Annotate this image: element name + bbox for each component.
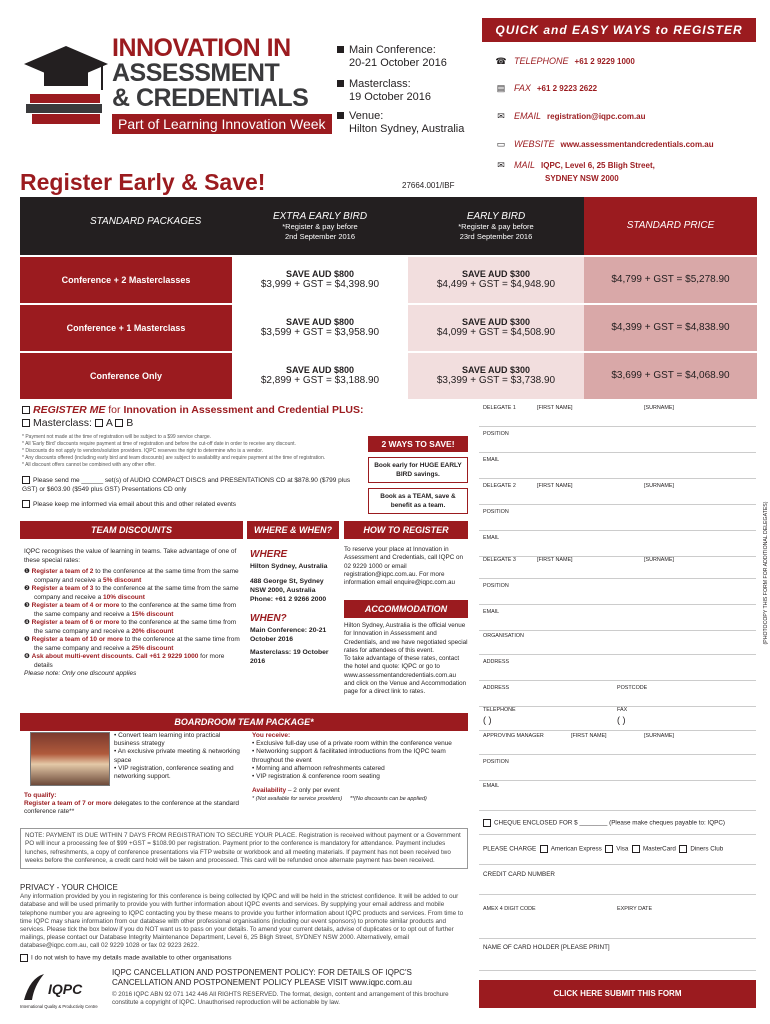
- availability-value: – 2 only per event: [286, 787, 340, 795]
- boardroom-footnotes: [252, 795, 466, 803]
- standard-price-1: $4,799 + GST = $5,278.90: [584, 257, 757, 303]
- note-2: * All 'Early Bird' discounts require payment at time of registration and before the cut-off date in order to receive any discount.: [22, 441, 296, 447]
- credit-card-number-label: CREDIT CARD NUMBER: [483, 871, 555, 878]
- team-discounts-header: TEAM DISCOUNTS: [20, 521, 243, 539]
- address-row[interactable]: [479, 657, 756, 681]
- team-discount-5: [24, 636, 242, 653]
- delegate-2-position-row[interactable]: [479, 507, 756, 531]
- logo-subtitle: Part of Learning Innovation Week: [112, 114, 332, 134]
- boardroom-receive-2-text: Networking support & facilitated introductions from the IQPC team throughout the event: [252, 748, 446, 764]
- telephone-row: [494, 56, 635, 67]
- team-discount-3: [24, 602, 242, 619]
- pricing-table: [20, 197, 757, 401]
- quick-register-header: QUICK and EASY WAYS to REGISTER: [482, 18, 756, 42]
- masterclass-checkbox[interactable]: [22, 419, 30, 427]
- boardroom-footnote-1: * (Not available for service providers): [252, 796, 343, 803]
- register-early-heading: Register Early & Save!: [20, 169, 266, 195]
- website-value[interactable]: www.assessmentandcredentials.com.au: [560, 140, 714, 149]
- mail-icon: ✉: [497, 160, 505, 170]
- where-when-header: WHERE & WHEN?: [247, 521, 339, 539]
- approving-first-label: [FIRST NAME]: [571, 733, 607, 739]
- opt-out-text: I do not wish to have my details made available to other organisations: [31, 954, 232, 962]
- delegate-3-position-row[interactable]: [479, 581, 756, 605]
- extra-early-amount-2: $3,599 + GST = $3,958.90: [260, 327, 380, 338]
- postcode-label: POSTCODE: [617, 685, 648, 691]
- email-icon: ✉: [497, 111, 505, 121]
- masterclass-a-checkbox[interactable]: [95, 419, 103, 427]
- note-3: * Discounts do not apply to vendors/solution providers. IQPC reserves the right to determine who is a vendor.: [22, 448, 263, 454]
- amex-expiry-row[interactable]: [479, 903, 756, 939]
- delegate-2-surname-label: [SURNAME]: [644, 483, 674, 489]
- please-charge-label: PLEASE CHARGE: [483, 845, 537, 853]
- accommodation-para-2: To take advantage of these rates, contact the hotel and quote: IQPC or go to www.assessmentandcredentials.com.au and click on the Venue and Accommodation page for a direct link to rates.: [344, 655, 467, 696]
- venue-info: [337, 110, 464, 136]
- team-discount-6-b: for more details: [34, 653, 225, 669]
- photocopy-note: [761, 405, 770, 745]
- masterclass-date: 19 October 2016: [349, 91, 431, 103]
- standard-price-2: $4,399 + GST = $4,838.90: [584, 305, 757, 351]
- telephone-fax-row[interactable]: [479, 707, 756, 731]
- visa-checkbox[interactable]: [605, 845, 613, 853]
- keep-informed-checkbox[interactable]: [22, 500, 30, 508]
- when-main-conference: Main Conference: 20-21 October 2016: [250, 627, 327, 643]
- approving-position-row[interactable]: [479, 757, 756, 781]
- note-4-text: Any discounts offered (including early bird and team discounts) are subject to availability and require payment at the time of registration.: [25, 455, 326, 461]
- approving-manager-row[interactable]: [479, 731, 756, 755]
- audio-cd-option: [22, 476, 362, 494]
- photocopy-note-text: (PHOTOCOPY THIS FORM FOR ADDITIONAL DELEGATES): [763, 501, 769, 645]
- approving-email-row[interactable]: [479, 781, 756, 811]
- mail-row: [494, 160, 655, 171]
- early-bird-label: EARLY BIRD: [466, 211, 526, 222]
- boardroom-header: BOARDROOM TEAM PACKAGE*: [20, 713, 468, 731]
- audio-cd-checkbox[interactable]: [22, 476, 30, 484]
- early-price-1: [408, 257, 584, 303]
- event-logo: [112, 34, 326, 134]
- extra-early-save-1: SAVE AUD $800: [285, 269, 355, 279]
- delegate-2-email-row[interactable]: [479, 533, 756, 557]
- team-discount-1-b: to the conference at the same time from the same company and receive a: [34, 568, 239, 584]
- logo-line-3: & CREDENTIALS: [112, 84, 309, 112]
- delegate-2-email-label: EMAIL: [483, 535, 500, 541]
- header-early-bird: [408, 197, 584, 255]
- masterclass-label: Masterclass:: [349, 78, 411, 90]
- early-price-3: [408, 353, 584, 399]
- privacy-body: Any information provided by you in registering for this conference is being collected by IQPC and will be held in the strictest confidence. It will be added to our database and will be used primarily to provide you with further information about IQPC events and services. By supplying your email address and mobile telephone number you are agreeing to IQPC contacting you by these means to provide you further information about IQPC products and services. From time to time IQPC may share information from our database with other professional organisations (including our event sponsors) to promote similar products and services. Please tick the box below if you do NOT want us to pass on your details. To amend your current details, advise of duplicates or to opt out of further mailings, please contact our Database Integrity Maintenance Department, Level 6, 25 Bligh Street, SYDNEY NSW 2000. Alternatively, email database@iqpc.com.au, call 02 9229 1028 or fax 02 9223 2622.: [20, 893, 464, 950]
- expiry-date-label: EXPIRY DATE: [617, 906, 653, 912]
- early-save-1: SAVE AUD $300: [461, 269, 531, 279]
- team-discount-1: [24, 568, 242, 585]
- team-discount-1-c: 5% discount: [103, 576, 142, 584]
- approving-position-label: POSITION: [483, 759, 509, 765]
- venue-label: Venue:: [349, 110, 384, 122]
- team-discount-2-b: to the conference at the same time from the same company and receive a: [34, 585, 239, 601]
- package-row-3-label: Conference Only: [20, 353, 232, 399]
- logo-line-2: ASSESSMENT: [112, 59, 280, 87]
- team-discount-5-a: Register a team of 10 or more: [31, 636, 124, 643]
- early-amount-1: $4,499 + GST = $4,948.90: [436, 279, 556, 290]
- website-icon: ▭: [496, 139, 506, 149]
- telephone-field-label: TELEPHONE: [483, 707, 516, 713]
- how-to-register-body: To reserve your place at Innovation in Assessment and Credentials, call IQPC on 02 9229 1000 or email registration@iqpc.com.au. For more information email enquire@iqpc.com.au: [344, 546, 463, 587]
- delegate-2-first-label: [FIRST NAME]: [537, 483, 573, 489]
- register-me-title: Innovation in Assessment and Credential PLUS:: [123, 404, 364, 416]
- team-discount-3-c: 15% discount: [131, 610, 174, 618]
- fax-value: +61 2 9223 2622: [536, 84, 598, 93]
- main-conference-info: [337, 44, 447, 70]
- organisation-row[interactable]: [479, 631, 756, 655]
- boardroom-benefit-1: • Convert team learning into practical business strategy: [114, 732, 221, 748]
- note-1-text: Payment not made at the time of registration will be subject to a $99 service charge.: [25, 434, 211, 440]
- credit-card-number-row[interactable]: [479, 867, 756, 895]
- extra-early-save-2: SAVE AUD $800: [285, 317, 355, 327]
- amex-code-label: AMEX 4 DIGIT CODE: [483, 906, 536, 912]
- where-subheading: WHERE: [250, 549, 288, 560]
- fax-field-label: FAX: [617, 707, 628, 713]
- team-discounts-intro: IQPC recognises the value of learning in teams. Take advantage of one of these special rates:: [24, 548, 237, 564]
- approving-manager-label: APPROVING MANAGER: [483, 733, 544, 739]
- organisation-label: ORGANISATION: [483, 633, 524, 639]
- fax-area-code: ( ): [617, 715, 626, 725]
- fax-label: FAX: [514, 83, 531, 93]
- header-standard-price: [584, 197, 757, 255]
- mail-row-2: [545, 173, 619, 184]
- team-discount-4-num: ❹: [24, 619, 30, 626]
- delegate-1-label: DELEGATE 1: [483, 405, 516, 411]
- iqpc-logo-text: IQPC: [48, 981, 83, 997]
- boardroom-benefit-2: • An exclusive private meeting & networking space: [114, 748, 240, 764]
- delegate-1-position-row[interactable]: [479, 429, 756, 453]
- boardroom-benefits: [114, 732, 242, 781]
- team-discount-6-num: ❻: [24, 653, 30, 660]
- team-discount-3-a: Register a team of 4 or more: [31, 602, 120, 609]
- address-label: ADDRESS: [483, 659, 510, 665]
- audio-cd-text: Please send me ______ set(s) of AUDIO COMPACT DISCS and PRESENTATIONS CD at $878.90 ($799 plus GST) or $603.90 ($549 plus GST) Presentations CD only: [22, 477, 351, 493]
- delegate-1-email-label: EMAIL: [483, 457, 500, 463]
- when-masterclass: Masterclass: 19 October 2016: [250, 649, 329, 665]
- standard-price-label: STANDARD PRICE: [626, 220, 715, 231]
- register-me-block: [22, 404, 363, 430]
- boardroom-benefit-1-text: Convert team learning into practical business strategy: [114, 732, 221, 748]
- mail-value-line1: IQPC, Level 6, 25 Bligh Street,: [541, 161, 655, 170]
- team-discount-note: Please note: Only one discount applies: [24, 670, 137, 677]
- delegate-1-email-row[interactable]: [479, 455, 756, 479]
- early-amount-2: $4,099 + GST = $4,508.90: [436, 327, 556, 338]
- note-2-text: All 'Early Bird' discounts require payment at time of registration and before the cut-off date in order to receive any discount.: [25, 441, 296, 447]
- note-3-text: Discounts do not apply to vendors/solution providers. IQPC reserves the right to determine who is a vendor.: [25, 448, 263, 454]
- diners-label: Diners Club: [690, 845, 724, 853]
- qualify-title: To qualify:: [24, 792, 57, 799]
- delegate-2-label: DELEGATE 2: [483, 483, 516, 489]
- masterclass-a-label: A: [105, 417, 113, 429]
- register-me-label: REGISTER ME: [33, 404, 106, 416]
- approving-email-label: EMAIL: [483, 783, 500, 789]
- boardroom-receive-1-text: Exclusive full-day use of a private room within the conference venue: [256, 740, 452, 748]
- team-discount-2-a: Register a team of 3: [31, 585, 94, 592]
- ways-to-save-early: Book early for HUGE EARLY BIRD savings.: [368, 457, 468, 483]
- amex-label: American Express: [550, 845, 602, 853]
- keep-informed-option: [22, 500, 236, 509]
- team-discount-4-c: 20% discount: [131, 627, 174, 635]
- delegate-1-surname-label: [SURNAME]: [644, 405, 674, 411]
- delegate-1-first-label: [FIRST NAME]: [537, 405, 573, 411]
- where-address: 488 George St, Sydney NSW 2000, Australia Phone: +61 2 9266 2000: [250, 578, 327, 603]
- phone-icon: ☎: [495, 56, 507, 66]
- header-extra-early-bird: [232, 197, 408, 255]
- boardroom-receive-3-text: Morning and afternoon refreshments catered: [256, 764, 385, 772]
- early-bird-sub1: *Register & pay before: [458, 222, 534, 231]
- opt-out-option: [20, 954, 232, 962]
- boardroom-availability: [252, 787, 466, 795]
- team-discount-1-a: Register a team of 2: [31, 568, 94, 575]
- extra-early-amount-1: $3,999 + GST = $4,398.90: [260, 279, 380, 290]
- iqpc-logo: [20, 970, 106, 1010]
- extra-early-price-2: [232, 305, 408, 351]
- boardroom-benefit-2-text: An exclusive private meeting & networking space: [114, 748, 240, 764]
- team-discount-2-c: 10% discount: [103, 593, 145, 601]
- register-me-for: for: [108, 404, 121, 416]
- card-holder-row[interactable]: [479, 941, 756, 971]
- boardroom-receive-1: • Exclusive full-day use of a private room within the conference venue: [252, 740, 452, 748]
- payment-note: NOTE: PAYMENT IS DUE WITHIN 7 DAYS FROM REGISTRATION TO SECURE YOUR PLACE. Registration is received without payment or a Government PO will incur a processing fee of $99 +GST = $108.90 per registration. Payment prior to the conference is mandatory for attendance. Payment includes lunches, refreshments, a copy of conference presentations via FTP website or workbook and all meeting materials. If payment has not been received two weeks before the conference, a credit card hold will be taken and processed. This card will be refunded once alternate payment has been received.: [20, 828, 468, 869]
- early-bird-sub2: 23rd September 2016: [459, 232, 533, 241]
- opt-out-checkbox[interactable]: [20, 954, 28, 962]
- boardroom-benefit-3-text: VIP registration, conference seating and networking support.: [114, 764, 234, 781]
- delegate-1-position-label: POSITION: [483, 431, 509, 437]
- address-postcode-row[interactable]: [479, 683, 756, 707]
- payment-notes: [22, 434, 362, 469]
- mail-label: MAIL: [514, 160, 536, 170]
- extra-early-save-3: SAVE AUD $800: [285, 365, 355, 375]
- boardroom-benefit-3: • VIP registration, conference seating and networking support.: [114, 764, 234, 781]
- delegate-3-email-row[interactable]: [479, 607, 756, 631]
- approving-surname-label: [SURNAME]: [644, 733, 674, 739]
- website-label: WEBSITE: [514, 139, 555, 149]
- accommodation-header: ACCOMMODATION: [344, 600, 468, 618]
- card-holder-label: NAME OF CARD HOLDER [PLEASE PRINT]: [483, 944, 610, 951]
- iqpc-logo-tagline: International Quality & Productivity Centre: [20, 1004, 98, 1009]
- email-label: EMAIL: [514, 111, 542, 121]
- standard-price-3: $3,699 + GST = $4,068.90: [584, 353, 757, 399]
- extra-early-bird-label: EXTRA EARLY BIRD: [272, 211, 368, 222]
- team-discount-4-b: to the conference at the same time from the same company and receive a: [34, 619, 237, 635]
- where-when-body: [250, 548, 340, 666]
- ways-to-save-team: Book as a TEAM, save & benefit as a team.: [368, 488, 468, 514]
- website-row: [494, 139, 714, 150]
- keep-informed-text: Please keep me informed via email about this and other related events: [33, 501, 237, 508]
- extra-early-bird-sub1: *Register & pay before: [282, 222, 358, 231]
- graduation-cap-books-icon: [24, 38, 108, 128]
- masterclass-choice-label: Masterclass:: [33, 417, 92, 429]
- delegate-2-position-label: POSITION: [483, 509, 509, 515]
- cheque-checkbox[interactable]: [483, 819, 491, 827]
- mail-value-line2: SYDNEY NSW 2000: [545, 174, 619, 183]
- cheque-row[interactable]: [479, 815, 756, 835]
- early-price-2: [408, 305, 584, 351]
- delegate-3-first-label: [FIRST NAME]: [537, 557, 573, 563]
- fax-icon: ▤: [496, 83, 506, 93]
- main-conference-date: 20-21 October 2016: [349, 57, 447, 69]
- accommodation-body: [344, 622, 468, 697]
- delegate-3-position-label: POSITION: [483, 583, 509, 589]
- amex-checkbox[interactable]: [540, 845, 548, 853]
- note-4: * Any discounts offered (including early bird and team discounts) are subject to availability and require payment at the time of registration.: [22, 455, 326, 461]
- team-discount-3-b: to the conference at the same time from the same company and receive a: [34, 602, 237, 618]
- qualify-team: Register a team of 7 or more: [24, 800, 112, 808]
- qualify-text: delegates to the conference at the standard conference rate**: [24, 800, 239, 816]
- availability-label: Availability: [252, 787, 287, 795]
- email-value[interactable]: registration@iqpc.com.au: [547, 112, 646, 121]
- early-amount-3: $3,399 + GST = $3,738.90: [436, 375, 556, 386]
- delegate-2-name-row[interactable]: [479, 481, 756, 505]
- privacy-section: [20, 884, 470, 951]
- cheque-label: CHEQUE ENCLOSED FOR $ ________ (Please make cheques payable to: IQPC): [494, 819, 725, 827]
- team-discount-5-c: 25% discount: [131, 644, 174, 652]
- payment-method-row[interactable]: [479, 837, 756, 865]
- submit-form-button[interactable]: CLICK HERE SUBMIT THIS FORM: [479, 980, 756, 1008]
- team-discount-4: [24, 619, 242, 636]
- address-2-label: ADDRESS: [483, 685, 510, 691]
- email-row: [494, 111, 646, 122]
- telephone-label: TELEPHONE: [514, 56, 569, 66]
- team-discount-3-num: ❸: [24, 602, 30, 609]
- where-hotel: Hilton Sydney, Australia: [250, 563, 328, 570]
- when-subheading: WHEN?: [250, 613, 287, 624]
- registration-form: [479, 403, 756, 1003]
- mastercard-label: MasterCard: [642, 845, 676, 853]
- note-1: * Payment not made at the time of registration will be subject to a $99 service charge.: [22, 434, 211, 440]
- early-save-3: SAVE AUD $300: [461, 365, 531, 375]
- visa-label: Visa: [616, 845, 629, 853]
- extra-early-amount-3: $2,899 + GST = $3,188.90: [260, 375, 380, 386]
- extra-early-price-3: [232, 353, 408, 399]
- team-discount-6-a: Ask about multi-event discounts. Call +61 2 9229 1000: [31, 653, 199, 660]
- team-discount-2-num: ❷: [24, 585, 30, 592]
- fax-row: [494, 83, 597, 94]
- header-standard-packages-label: STANDARD PACKAGES: [90, 216, 202, 227]
- boardroom-receive-4-text: VIP registration & conference room seating: [256, 773, 380, 781]
- note-5-text: All discount offers cannot be combined with any other offer.: [25, 462, 156, 468]
- logo-line-1: INNOVATION IN: [112, 34, 291, 62]
- delegate-3-name-row[interactable]: [479, 555, 756, 579]
- masterclass-b-checkbox[interactable]: [115, 419, 123, 427]
- copyright: © 2016 IQPC ABN 92 071 142 446 All RIGHTS RESERVED. The format, design, content and arrangement of this brochure constitute a copyright of IQPC. Unauthorised reproduction will be actionable by law.: [112, 991, 449, 1006]
- venue-value: Hilton Sydney, Australia: [349, 123, 465, 135]
- diners-checkbox[interactable]: [679, 845, 687, 853]
- accommodation-para-1: Hilton Sydney, Australia is the official venue for Innovation in Assessment and Credentials, and we have negotiated special rates for attendees of this event.: [344, 622, 468, 654]
- how-to-register-header: HOW TO REGISTER: [344, 521, 468, 539]
- main-conference-label: Main Conference:: [349, 44, 436, 56]
- telephone-value[interactable]: +61 2 9229 1000: [574, 57, 635, 66]
- telephone-area-code: ( ): [483, 715, 492, 725]
- team-discount-5-b: to the conference at the same time from the same company and receive a: [34, 636, 240, 652]
- boardroom-receive-title: You receive:: [252, 732, 291, 739]
- boardroom-receive-3: • Morning and afternoon refreshments catered: [252, 764, 385, 772]
- early-save-2: SAVE AUD $300: [461, 317, 531, 327]
- boardroom-receive: [252, 732, 466, 804]
- ways-to-save-box: [368, 436, 468, 514]
- package-row-1-label: Conference + 2 Masterclasses: [20, 257, 232, 303]
- masterclass-b-label: B: [126, 417, 134, 429]
- team-discount-5-num: ❺: [24, 636, 30, 643]
- delegate-3-email-label: EMAIL: [483, 609, 500, 615]
- masterclass-info: [337, 78, 431, 104]
- package-row-2-label: Conference + 1 Masterclass: [20, 305, 232, 351]
- boardroom-photo: [30, 732, 110, 786]
- team-discounts-body: [24, 548, 242, 679]
- mastercard-checkbox[interactable]: [632, 845, 640, 853]
- extra-early-price-1: [232, 257, 408, 303]
- team-discount-2: [24, 585, 242, 602]
- cancellation-policy: IQPC CANCELLATION AND POSTPONEMENT POLICY: FOR DETAILS OF IQPC'S CANCELLATION AND POSTPONEMENT POLICY PLEASE VISIT www.iqpc.com.au: [112, 968, 412, 987]
- delegate-3-surname-label: [SURNAME]: [644, 557, 674, 563]
- boardroom-footnote-2: **(No discounts can be applied): [349, 796, 427, 803]
- ways-to-save-title: 2 WAYS TO SAVE!: [368, 436, 468, 452]
- register-me-checkbox[interactable]: [22, 406, 30, 414]
- delegate-3-label: DELEGATE 3: [483, 557, 516, 563]
- brochure-code: 27664.001/IBF: [402, 181, 455, 190]
- team-discount-4-a: Register a team of 6 or more: [31, 619, 120, 626]
- header-standard-packages: [20, 197, 232, 255]
- note-5: * All discount offers cannot be combined with any other offer.: [22, 462, 156, 468]
- boardroom-receive-4: • VIP registration & conference room seating: [252, 773, 380, 781]
- team-discount-6: [24, 653, 242, 670]
- boardroom-receive-2: • Networking support & facilitated introductions from the IQPC team throughout the event: [252, 748, 446, 764]
- boardroom-qualify: [24, 792, 260, 817]
- team-discount-1-num: ❶: [24, 568, 30, 575]
- privacy-title: PRIVACY - YOUR CHOICE: [20, 883, 118, 892]
- extra-early-bird-sub2: 2nd September 2016: [284, 232, 356, 241]
- delegate-1-name-row[interactable]: [479, 403, 756, 427]
